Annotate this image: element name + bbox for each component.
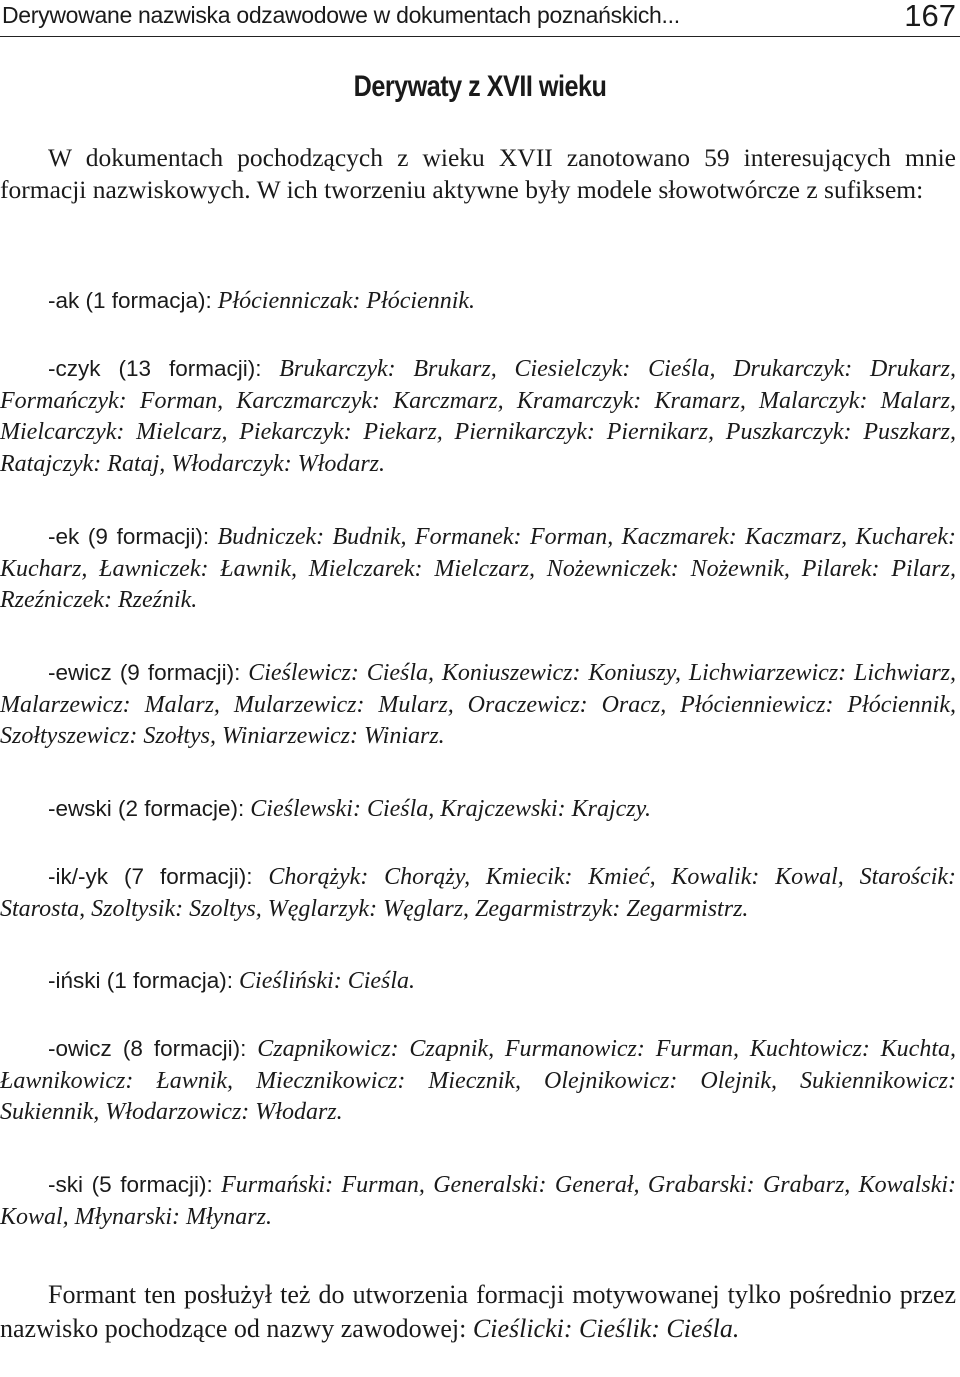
suffix-label: -czyk (13 formacji): — [48, 356, 262, 381]
suffix-entry-ek — [0, 521, 956, 617]
suffix-entry-owicz — [0, 1033, 956, 1129]
suffix-entry-czyk — [0, 353, 956, 480]
example-list: Brukarczyk: Brukarz, Ciesielczyk: Cieśla, Drukarczyk: Drukarz, Formańczyk: Forman, Karczmarczyk: Karczmarz, Kramarczyk: Kramarz, Malarczyk: Malarz, Mielcarczyk: Mielcarz, Piekarczyk: Piekarz, Piernikarczyk: Piernikarz, Puszkarczyk: Puszkarz, Ratajczyk: Rataj, Włodarczyk: Włodarz. — [0, 356, 957, 477]
closing-text: Formant ten posłużył też do utworzenia formacji motywowanej tylko pośrednio przez nazwisko pochodzące od nazwy zawodowej: — [0, 1280, 956, 1343]
suffix-label: -ak (1 formacja): — [48, 288, 212, 313]
closing-paragraph — [0, 1278, 956, 1346]
suffix-label: -iński (1 formacja): — [48, 968, 234, 993]
suffix-label: -owicz (8 formacji): — [48, 1036, 247, 1061]
running-title: Derywowane nazwiska odzawodowe w dokumentach poznańskich... — [2, 2, 680, 28]
suffix-label: -ik/-yk (7 formacji): — [48, 864, 253, 889]
suffix-entry-ak — [0, 285, 956, 318]
suffix-label: -ek (9 formacji): — [48, 524, 210, 549]
example-list: Chorążyk: Chorąży, Kmiecik: Kmieć, Kowalik: Kowal, Starościk: Starosta, Szoltysik: Szoltys, Węglarzyk: Węglarz, Zegarmistrzyk: Zegarmistrz. — [0, 864, 957, 922]
example-list: Budniczek: Budnik, Formanek: Forman, Kaczmarek: Kaczmarz, Kucharek: Kucharz, Ławniczek: Ławnik, Mielczarek: Mielczarz, Nożewniczek: Nożewnik, Pilarek: Pilarz, Rzeźniczek: Rzeźnik. — [0, 524, 956, 613]
suffix-label: -ewski (2 formacje): — [48, 796, 245, 821]
example-list: Czapnikowicz: Czapnik, Furmanowicz: Furman, Kuchtowicz: Kuchta, Ławnikowicz: Ławnik, Miecznikowicz: Miecznik, Olejnikowicz: Olejnik, Sukiennikowicz: Sukiennik, Włodarzowicz: Włodarz. — [0, 1036, 956, 1125]
suffix-entry-inski — [0, 965, 956, 998]
running-header — [0, 0, 960, 37]
example-list: Płócienniczak: Płóciennik. — [217, 288, 476, 314]
suffix-label: -ski (5 formacji): — [48, 1172, 213, 1197]
suffix-label: -ewicz (9 formacji): — [48, 660, 241, 685]
suffix-entry-ewicz — [0, 657, 956, 753]
intro-paragraph: W dokumentach pochodzących z wieku XVII zanotowano 59 interesujących mnie formacji nazwiskowych. W ich tworzeniu aktywne były modele słowotwórcze z sufiksem: — [0, 143, 956, 204]
closing-example: Cieślicki: Cieślik: Cieśla. — [472, 1314, 740, 1343]
suffix-entry-ewski — [0, 793, 956, 826]
page-number: 167 — [904, 0, 956, 33]
example-list: Furmański: Furman, Generalski: Generał, Grabarski: Grabarz, Kowalski: Kowal, Młynarski: Młynarz. — [0, 1172, 956, 1230]
example-list: Cieślewski: Cieśla, Krajczewski: Krajczy. — [250, 796, 651, 822]
example-list: Cieśliński: Cieśla. — [239, 968, 416, 994]
example-list: Cieślewicz: Cieśla, Koniuszewicz: Koniuszy, Lichwiarzewicz: Lichwiarz, Malarzewicz: Malarz, Mularzewicz: Mularz, Oraczewicz: Oracz, Płócienniewicz: Płóciennik, Szołtyszewicz: Szołtys, Winiarzewicz: Winiarz. — [0, 660, 957, 749]
section-title: Derywaty z XVII wieku — [353, 70, 607, 103]
suffix-entry-ik-yk — [0, 861, 956, 925]
suffix-entry-ski — [0, 1169, 956, 1233]
